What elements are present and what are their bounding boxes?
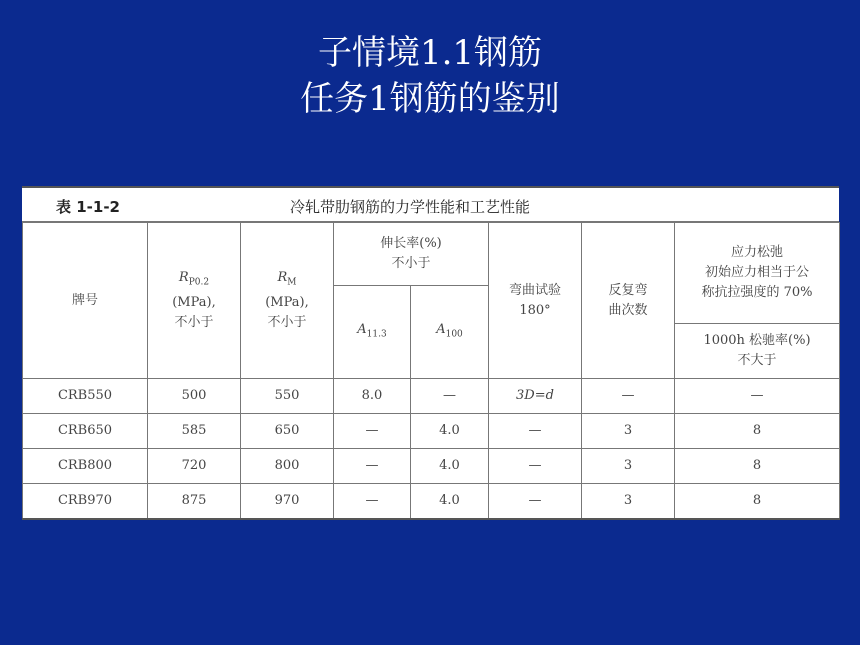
cell: 3: [582, 449, 675, 484]
table-row: [23, 449, 840, 484]
cell: 4.0: [411, 414, 489, 449]
slide-title-line1: 子情境1.1钢筋: [317, 33, 543, 73]
header-a100: $A_{100}$: [411, 286, 489, 379]
cell: 8: [675, 484, 840, 519]
table-caption-bar: [22, 186, 839, 222]
table-row: [23, 414, 840, 449]
cell: 720: [148, 449, 241, 484]
cell: 3: [582, 414, 675, 449]
header-a11-3: $A_{11.3}$: [334, 286, 411, 379]
table-image: [22, 186, 839, 520]
cell: 8: [675, 414, 840, 449]
header-elongation: 伸长率(%) 不小于: [334, 223, 489, 286]
table-row: [23, 379, 840, 414]
cell: 4.0: [411, 484, 489, 519]
header-repeated-bends: 反复弯 曲次数: [582, 223, 675, 379]
header-grade: 牌号: [23, 223, 148, 379]
header-bend-test: 弯曲试验 180°: [489, 223, 582, 379]
cell: 875: [148, 484, 241, 519]
slide-title-line2: 任务1钢筋的鉴别: [300, 79, 560, 119]
cell: 3D=d: [489, 379, 582, 414]
cell: CRB650: [23, 414, 148, 449]
cell: —: [675, 379, 840, 414]
cell: —: [489, 449, 582, 484]
cell: 3: [582, 484, 675, 519]
table-caption: 冷轧带肋钢筋的力学性能和工艺性能: [290, 198, 531, 216]
cell: 650: [241, 414, 334, 449]
cell: —: [489, 414, 582, 449]
cell: CRB800: [23, 449, 148, 484]
cell: CRB970: [23, 484, 148, 519]
table-number: 表 1-1-2: [56, 198, 120, 216]
cell: —: [411, 379, 489, 414]
cell: 500: [148, 379, 241, 414]
properties-table: [22, 222, 840, 520]
cell: 4.0: [411, 449, 489, 484]
cell: CRB550: [23, 379, 148, 414]
cell: 970: [241, 484, 334, 519]
cell: —: [334, 484, 411, 519]
cell: 800: [241, 449, 334, 484]
cell: 8.0: [334, 379, 411, 414]
header-relaxation-rate: 1000h 松驰率(%) 不大于: [675, 324, 840, 379]
cell: —: [334, 449, 411, 484]
cell: 8: [675, 449, 840, 484]
cell: —: [489, 484, 582, 519]
table-row: [23, 484, 840, 519]
header-rm: $R_M$ (MPa), 不小于: [241, 223, 334, 379]
cell: 585: [148, 414, 241, 449]
cell: 550: [241, 379, 334, 414]
cell: —: [582, 379, 675, 414]
header-stress-relaxation: 应力松弛 初始应力相当于公 称抗拉强度的 70%: [675, 223, 840, 324]
cell: —: [334, 414, 411, 449]
header-rp02: $R_{P0.2}$ (MPa), 不小于: [148, 223, 241, 379]
